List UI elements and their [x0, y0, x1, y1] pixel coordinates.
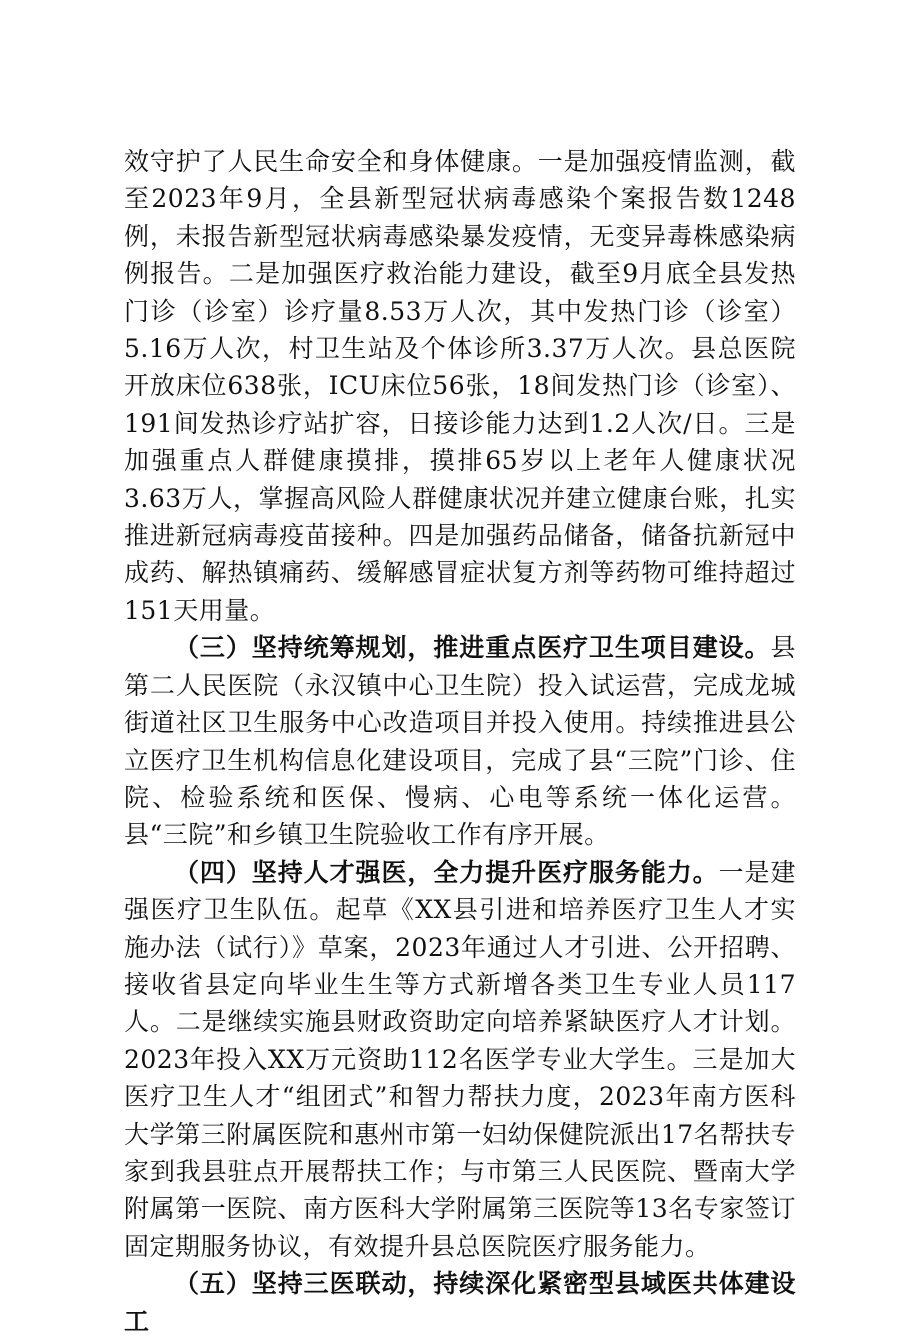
paragraph-epidemic-protection	[124, 143, 796, 629]
section-heading-4: （四）坚持人才强医，全力提升医疗服务能力。	[174, 857, 719, 887]
paragraph-key-projects	[124, 629, 796, 853]
paragraph-talent	[124, 854, 796, 1265]
paragraph-medical-community	[124, 1265, 796, 1340]
paragraph-body: 效守护了人民生命安全和身体健康。一是加强疫情监测，截至2023年9月，全县新型冠状病毒感染个案报告数1248例，未报告新型冠状病毒感染暴发疫情，无变异毒株感染病例报告。二是加强医疗救治能力建设，截至9月底全县发热门诊（诊室）诊疗量8.53万人次，其中发热门诊（诊室）5.16万人次，村卫生站及个体诊所3.37万人次。县总医院开放床位638张，ICU床位56张，18间发热门诊（诊室）、191间发热诊疗站扩容，日接诊能力达到1.2人次/日。三是加强重点人群健康摸排，摸排65岁以上老年人健康状况3.63万人，掌握高风险人群健康状况并建立健康台账，扎实推进新冠病毒疫苗接种。四是加强药品储备，储备抗新冠中成药、解热镇痛药、缓解感冒症状复方剂等药物可维持超过151天用量。	[124, 147, 796, 625]
section-heading-5: （五）坚持三医联动，持续深化紧密型县域医共体建设工	[124, 1269, 796, 1336]
paragraph-body: 一是建强医疗卫生队伍。起草《XX县引进和培养医疗卫生人才实施办法（试行）》草案，2023年通过人才引进、公开招聘、接收省县定向毕业生生等方式新增各类卫生专业人员117人。二是继续实施县财政资助定向培养紧缺医疗人才计划。2023年投入XX万元资助112名医学专业大学生。三是加大医疗卫生人才“组团式”和智力帮扶力度，2023年南方医科大学第三附属医院和惠州市第一妇幼保健院派出17名帮扶专家到我县驻点开展帮扶工作；与市第三人民医院、暨南大学附属第一医院、南方医科大学附属第三医院等13名专家签订固定期服务协议，有效提升县总医院医疗服务能力。	[124, 857, 796, 1261]
paragraph-body: 县第二人民医院（永汉镇中心卫生院）投入试运营，完成龙城街道社区卫生服务中心改造项目并投入使用。持续推进县公立医疗卫生机构信息化建设项目，完成了县“三院”门诊、住院、检验系统和医保、慢病、心电等系统一体化运营。县“三院”和乡镇卫生院验收工作有序开展。	[124, 633, 796, 850]
section-heading-3: （三）坚持统筹规划，推进重点医疗卫生项目建设。	[174, 633, 771, 663]
document-page	[124, 143, 796, 1340]
